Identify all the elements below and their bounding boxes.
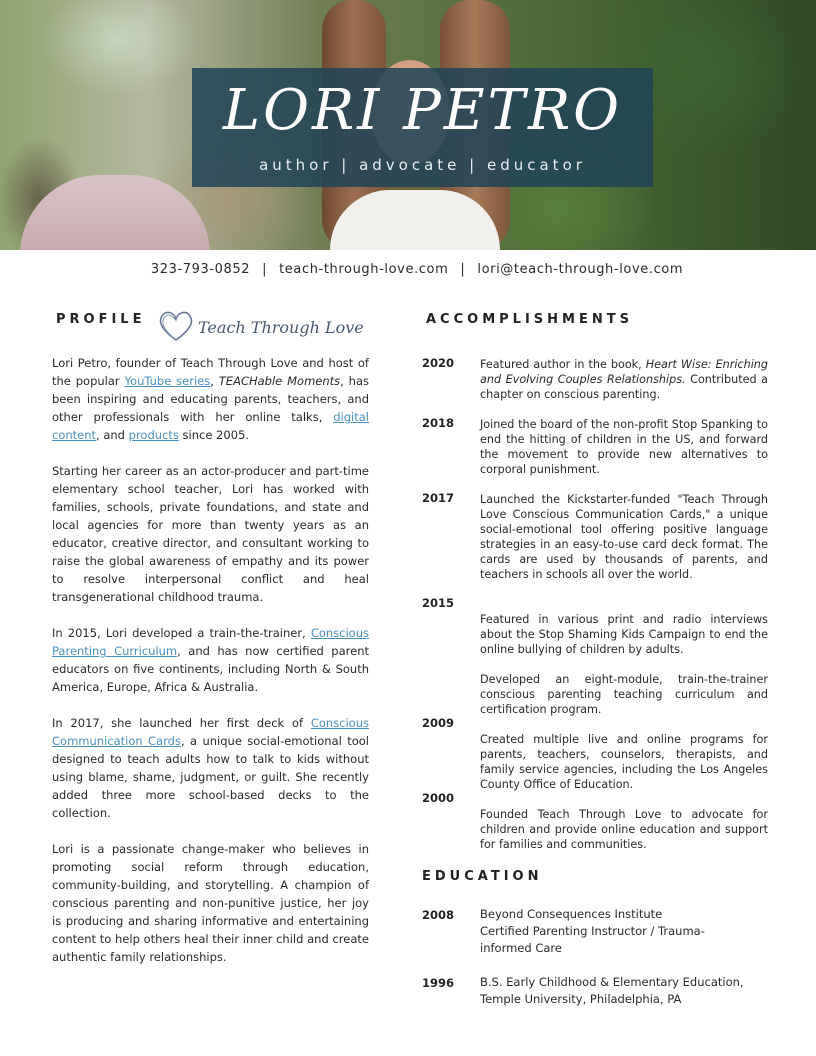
text: , and [96,428,129,442]
education-entry [480,906,780,957]
contact-separator: | [262,262,268,277]
text: In 2015, Lori developed a train-the-trainer, [52,626,311,640]
text: , [210,374,219,388]
contact-line [0,262,816,277]
accomplishment-year: 2009 [422,716,455,730]
text: Contributed a chapter on conscious parenting. [480,373,768,401]
teach-through-love-logo [156,306,364,346]
accomplishment-text [480,357,768,402]
page-subtitle: author | advocate | educator [259,156,586,174]
text: In 2017, she launched her first deck of [52,716,311,730]
curriculum-link[interactable]: Conscious Parenting Curriculum [52,626,369,658]
degree: B.S. Early Childhood & Elementary Education, [480,975,744,989]
logo-text: Teach Through Love [198,318,364,337]
book-title: Heart Wise: Enriching and Evolving Couples Relationships. [480,358,768,386]
education-entry [480,974,780,1008]
text: Featured author in the book, [480,358,646,371]
profile-paragraph [52,714,369,822]
accomplishment-text: Developed an eight-module, train-the-trainer conscious parenting teaching curriculum and certification program. [480,673,768,716]
profile-paragraph: Lori is a passionate change-maker who believes in promoting social reform through education, community-building, and storytelling. A champion of conscious parenting and non-punitive justice, her joy is producing and sharing informative and entertaining content to help others heal their inner child and create authentic family relationships. [52,842,369,964]
products-link[interactable]: products [128,428,179,442]
education-year: 1996 [422,976,455,990]
profile-heading: PROFILE [56,312,146,327]
education-year: 2008 [422,908,455,922]
contact-website[interactable]: teach-through-love.com [279,262,449,277]
profile-paragraph: Starting her career as an actor-producer and part-time elementary school teacher, Lori has worked with families, schools, private foundations, and state and local agencies for more than twenty years as an educator, creative director, and consultant working to raise the global awareness of empathy and its power to resolve interpersonal conflict and heal transgenerational childhood trauma. [52,464,369,604]
heart-icon [156,306,196,346]
accomplishment-text: Joined the board of the non-profit Stop Spanking to end the hitting of children in the US, and forward the movement to provide new alternatives to corporal punishment. [480,418,768,476]
profile-paragraph [52,624,369,696]
accomplishment-year: 2015 [422,596,455,610]
youtube-series-link[interactable]: YouTube series [124,374,211,388]
accomplishment-year: 2017 [422,491,455,505]
accomplishments-heading: ACCOMPLISHMENTS [426,312,633,327]
title-band [192,68,653,187]
institution: Beyond Consequences Institute [480,907,663,921]
education-heading: EDUCATION [422,869,543,884]
accomplishment-year: 2000 [422,791,455,805]
accomplishment-year: 2018 [422,416,455,430]
contact-phone: 323-793-0852 [150,262,251,277]
show-title: TEACHable Moments [218,374,341,388]
institution: Temple University, Philadelphia, PA [480,992,682,1006]
text: , a unique social-emotional tool designed to teach adults how to talk to kids without using blame, shame, judgment, or guilt. She recently added three more school-based decks to the collection. [52,734,369,820]
page-title: LORI PETRO [222,78,623,143]
text: , has been inspiring and educating parents, teachers, and other professionals with her online talks, [52,374,370,424]
communication-cards-link[interactable]: Conscious Communication Cards [52,716,369,748]
accomplishment-text: Created multiple live and online programs for parents, teachers, counselors, therapists, and family service agencies, including the Los Angeles County Office of Education. [480,733,768,791]
credential: Certified Parenting Instructor / Trauma-informed Care [480,924,705,955]
accomplishment-text: Founded Teach Through Love to advocate for children and provide online education and support for families and communities. [480,808,768,851]
digital-content-link[interactable]: digital content [52,410,369,442]
header-photo [0,0,816,250]
profile-paragraph [52,354,369,444]
contact-separator: | [460,262,466,277]
text: Lori Petro, founder of Teach Through Love and host of the popular [52,356,369,388]
contact-email[interactable]: lori@teach-through-love.com [477,262,684,277]
accomplishment-text: Launched the Kickstarter-funded "Teach Through Love Conscious Communication Cards," a unique social-emotional tool offering positive language strategies in an easy-to-use card deck format. The cards are used by thousands of parents, and teachers in schools all over the world. [480,493,768,581]
text: , and has now certified parent educators on five continents, including North & South America, Europe, Africa & Australia. [52,644,369,694]
profile-body [52,354,369,984]
accomplishment-text: Featured in various print and radio interviews about the Stop Shaming Kids Campaign to end the online bullying of children by adults. [480,613,768,656]
text: since 2005. [178,428,249,442]
accomplishment-year: 2020 [422,356,455,370]
child-figure [20,175,210,250]
